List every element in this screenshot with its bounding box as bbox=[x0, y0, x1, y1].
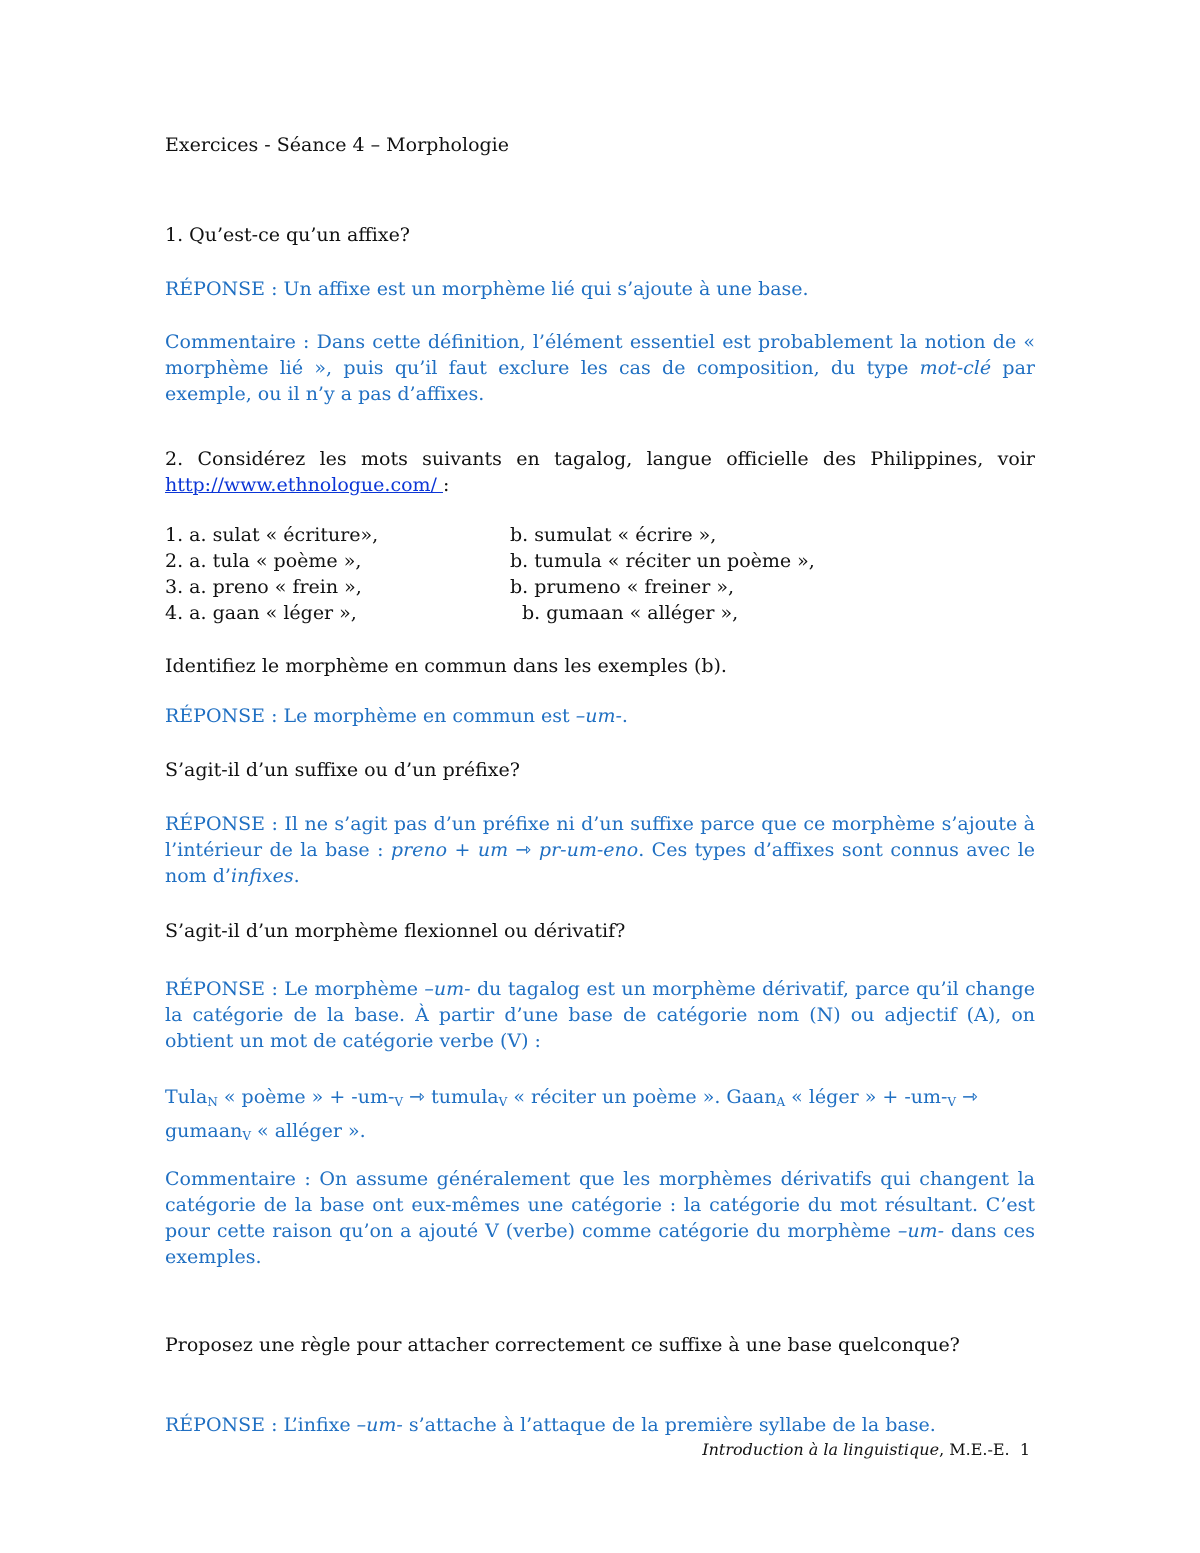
answer-infix: RÉPONSE : Il ne s’agit pas d’un préfixe ni d’un suffixe parce que ce morphème s’ajoute à l’intérieur de la base : preno + um ⇾ pr-um-eno. Ces types d’affixes sont connus avec le nom d’infixes. bbox=[165, 813, 1036, 887]
word-pair-1: 1. a. sulat « écriture», b. sumulat « écrire », bbox=[165, 524, 717, 546]
rule-question: Proposez une règle pour attacher correctement ce suffixe à une base quelconque? bbox=[165, 1334, 960, 1356]
word-pair-4: 4. a. gaan « léger », b. gumaan « alléger », bbox=[165, 602, 739, 624]
identify-question: Identifiez le morphème en commun dans les exemples (b). bbox=[165, 655, 727, 677]
ethnologue-link[interactable]: http://www.ethnologue.com/ bbox=[165, 474, 443, 496]
page-number: 1 bbox=[1019, 1440, 1030, 1459]
answer-rule: RÉPONSE : L’infixe –um- s’attache à l’attaque de la première syllabe de la base. bbox=[165, 1414, 936, 1436]
flexional-derivative-question: S’agit-il d’un morphème flexionnel ou dérivatif? bbox=[165, 920, 626, 942]
term-mot-cle: mot-clé bbox=[919, 357, 992, 379]
comment-2: Commentaire : On assume généralement que les morphèmes dérivatifs qui changent la catégorie de la base ont eux-mêmes une catégorie : la catégorie du mot résultant. C’est pour cette raison qu’on a ajouté V (verbe) comme catégorie du morphème –um- dans ces exemples. bbox=[165, 1168, 1035, 1268]
answer-1: RÉPONSE : Un affixe est un morphème lié qui s’ajoute à une base. bbox=[165, 278, 809, 300]
comment-1: Commentaire : Dans cette définition, l’élément essentiel est probablement la notion de « morphème lié », puis qu’il faut exclure les cas de composition, du type mot-clé par exemple, ou il n’y a pas d’affixes. bbox=[165, 331, 1035, 405]
derivation-examples: Tula$_N$ « poème » + $-um-_V$ ⇾ tumula$_V$ « réciter un poème ». Gaan$_A$ « léger » + $-um-_V$ ⇾ gumaan$_V$ « alléger ». bbox=[165, 1086, 979, 1143]
question-2-intro: 2. Considérez les mots suivants en tagalog, langue officielle des Philippines, voir http://www.ethnologue.com/ : bbox=[165, 448, 1035, 496]
answer-derivative: RÉPONSE : Le morphème –um- du tagalog est un morphème dérivatif, parce qu’il change la catégorie de la base. À partir d’une base de catégorie nom (N) ou adjectif (A), on obtient un mot de catégorie verbe (V) : bbox=[165, 978, 1035, 1052]
suffix-prefix-question: S’agit-il d’un suffixe ou d’un préfixe? bbox=[165, 759, 520, 781]
answer-common-morpheme: RÉPONSE : Le morphème en commun est –um-. bbox=[165, 705, 628, 727]
page-footer: Introduction à la linguistique, M.E.-E. 1 bbox=[702, 1440, 1030, 1459]
question-1: 1. Qu’est-ce qu’un affixe? bbox=[165, 224, 410, 246]
word-pair-2: 2. a. tula « poème », b. tumula « réciter un poème », bbox=[165, 550, 815, 572]
document-title: Exercices - Séance 4 – Morphologie bbox=[165, 134, 509, 156]
word-pair-3: 3. a. preno « frein », b. prumeno « freiner », bbox=[165, 576, 735, 598]
